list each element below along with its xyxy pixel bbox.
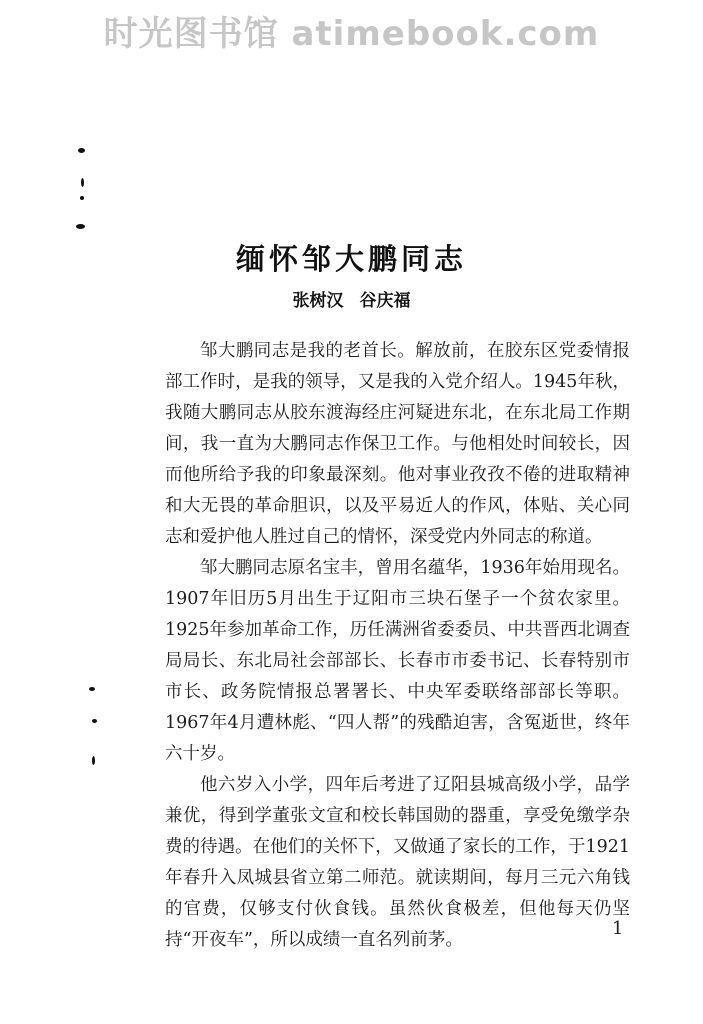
scan-speck [81, 178, 84, 187]
scan-speck [78, 148, 85, 153]
watermark: 时光图书馆 atimebook.com [103, 14, 600, 54]
scan-speck [92, 719, 97, 723]
article-title: 缅怀邹大鹏同志 [235, 242, 467, 277]
paragraph: 邹大鹏同志原名宝丰，曾用名蕴华，1936年始用现名。1907年旧历5月出生于辽阳市三块石堡子一个贫农家里。1925年参加革命工作，历任满洲省委委员、中共晋西北调查局局长、东北局社会部部长、长春市市委书记、长春特别市市长、政务院情报总署署长、中央军委联络部部长等职。1967年4月遭林彪、“四人帮”的残酷迫害，含冤逝世，终年六十岁。 [165, 558, 630, 764]
author-name: 谷庆福 [359, 291, 411, 311]
paragraph: 他六岁入小学，四年后考进了辽阳县城高级小学，品学兼优，得到学董张文宣和校长韩国勋的器重，享受免缴学杂费的待遇。在他们的关怀下，又做通了家长的工作，于1921年春升入凤城县省立第二师范。就读期间，每月三元六角钱的官费，仅够支付伙食钱。虽然伙食极差，但他每天仍坚持“开夜车”，所以成绩一直名列前茅。 [165, 775, 630, 950]
paragraph: 邹大鹏同志是我的老首长。解放前，在胶东区党委情报部工作时，是我的领导，又是我的入党介绍人。1945年秋，我随大鹏同志从胶东渡海经庄河疑进东北，在东北局工作期间，我一直为大鹏同志作保卫工作。与他相处时间较长，因而他所给予我的印象最深刻。他对事业孜孜不倦的进取精神和大无畏的革命胆识，以及平易近人的作风，体贴、关心同志和爱护他人胜过自己的情怀，深受党内外同志的称道。 [165, 341, 630, 547]
scan-speck [76, 224, 85, 229]
scan-speck [92, 756, 95, 765]
authors [0, 286, 703, 311]
scan-speck [89, 687, 95, 691]
scan-speck [80, 196, 84, 200]
article-body [165, 336, 630, 956]
author-name: 张树汉 [292, 291, 344, 311]
page-number: 1 [612, 918, 624, 939]
